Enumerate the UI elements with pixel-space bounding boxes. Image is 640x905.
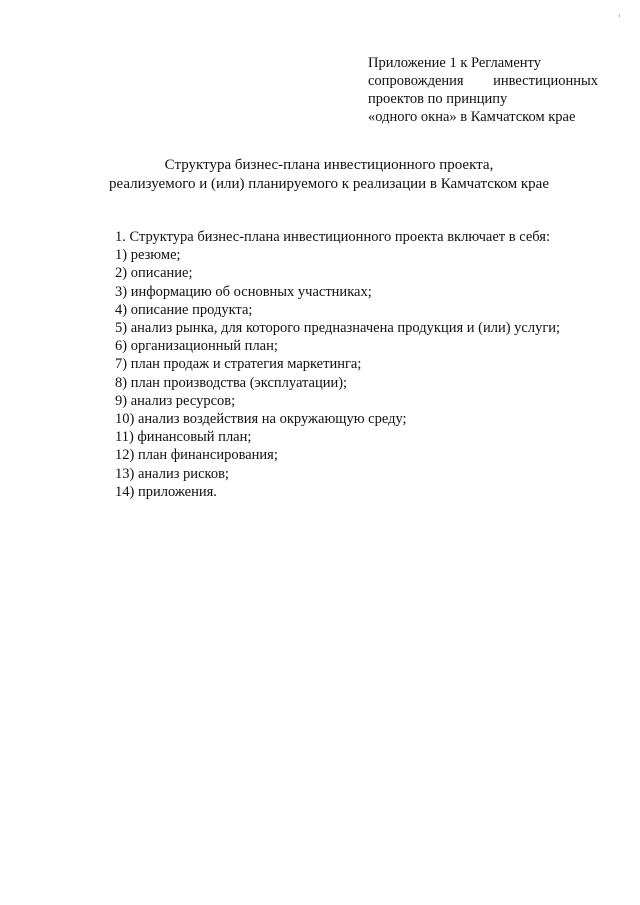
list-item: 10) анализ воздействия на окружающую среду;: [115, 411, 407, 428]
list-item: 14) приложения.: [115, 483, 217, 500]
annex-line-2: [368, 72, 598, 90]
list-item: 1) резюме;: [115, 247, 181, 264]
annex-header: [368, 54, 598, 126]
list-item: 6) организационный план;: [115, 338, 278, 355]
list-item: 11) финансовый план;: [115, 429, 252, 446]
intro-paragraph: 1. Структура бизнес-плана инвестиционного проекта включает в себя:: [115, 229, 550, 245]
list-item: 9) анализ ресурсов;: [115, 392, 236, 409]
annex-line-2-right: инвестиционных: [493, 73, 598, 89]
list-item: 2) описание;: [115, 265, 193, 282]
structure-list: [115, 246, 615, 501]
annex-line-4: «одного окна» в Камчатском крае: [368, 109, 576, 125]
list-item: 7) план продаж и стратегия маркетинга;: [115, 356, 362, 373]
annex-line-1: Приложение 1 к Регламенту: [368, 55, 541, 71]
scan-mark: [619, 14, 620, 17]
list-item: 12) план финансирования;: [115, 447, 278, 464]
title-line-2: реализуемого и (или) планируемого к реализации в Камчатском крае: [109, 176, 549, 192]
annex-line-2-left: сопровождения: [368, 73, 464, 89]
list-item: 8) план производства (эксплуатации);: [115, 374, 348, 391]
document-body: [115, 228, 615, 501]
document-title: [100, 156, 558, 194]
title-line-1: Структура бизнес-плана инвестиционного проекта,: [164, 157, 494, 173]
list-item: 5) анализ рынка, для которого предназначена продукция и (или) услуги;: [115, 320, 561, 337]
list-item: 13) анализ рисков;: [115, 465, 229, 482]
list-item: 4) описание продукта;: [115, 301, 253, 318]
list-item: 3) информацию об основных участниках;: [115, 283, 372, 300]
annex-line-3: проектов по принципу: [368, 91, 508, 107]
